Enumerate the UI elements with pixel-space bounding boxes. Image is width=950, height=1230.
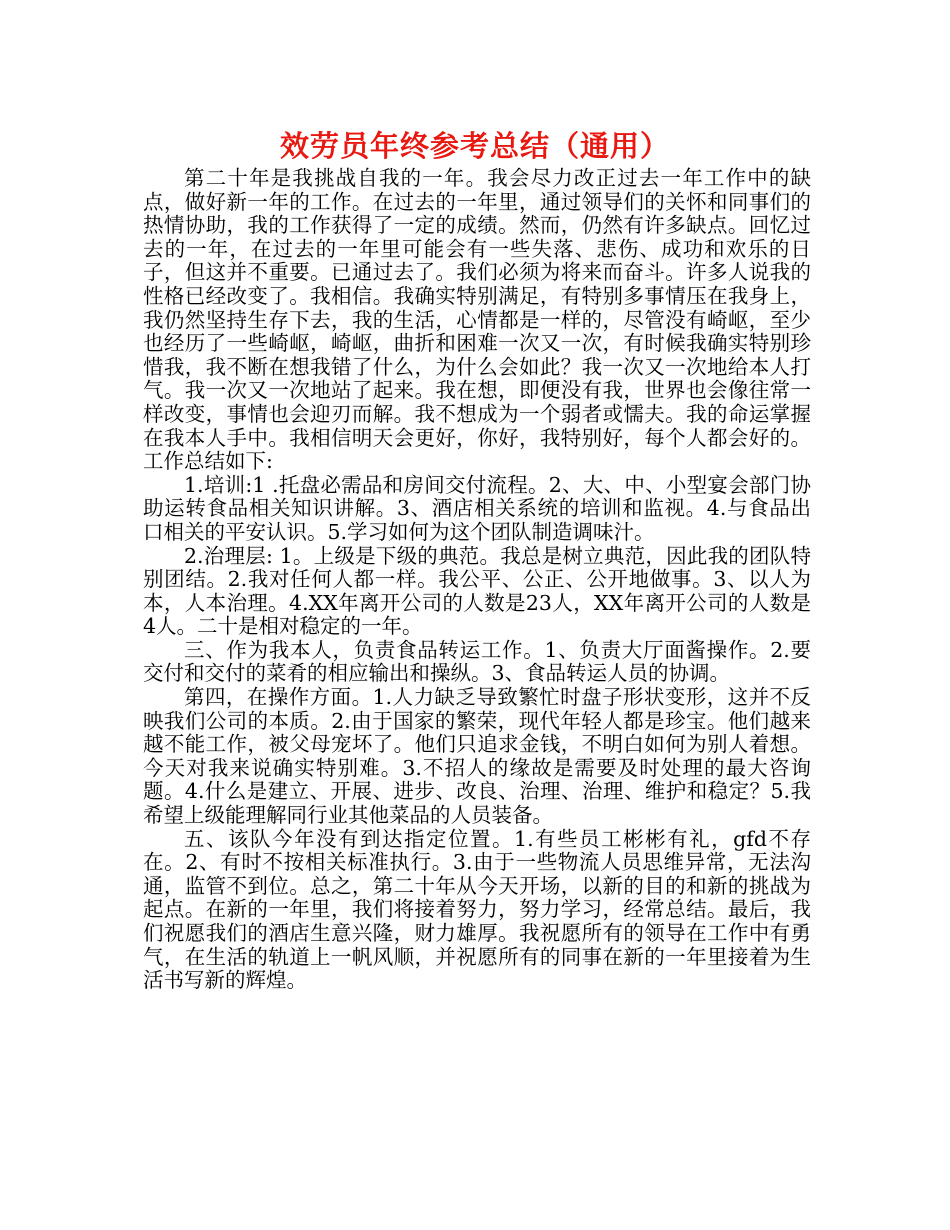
document-title: 效劳员年终参考总结（通用） [279,129,670,163]
paragraph-conclusion: 五、该队今年没有到达指定位置。1.有些员工彬彬有礼，gfd不存在。2、有时不按相关标准执行。3.由于一些物流人员思维异常，无法沟通，监管不到位。总之，第二十年从今天开场，以新的目的和新的挑战为起点。在新的一年里，我们将接着努力，努力学习，经常总结。最后，我们祝愿我们的酒店生意兴隆，财力雄厚。我祝愿所有的领导在工作中有勇气，在生活的轨道上一帆风顺，并祝愿所有的同事在新的一年里接着为生活书写新的辉煌。 [143,826,811,993]
paragraph-training: 1.培训:1 .托盘必需品和房间交付流程。2、大、中、小型宴会部门协助运转食品相关知识讲解。3、酒店相关系统的培训和监视。4.与食品出口相关的平安认识。5.学习如何为这个团队制造调味汁。 [143,472,811,544]
paragraph-food-transfer: 三、作为我本人，负责食品转运工作。1、负责大厅面酱操作。2.要交付和交付的菜肴的相应输出和操纵。3、食品转运人员的协调。 [143,637,811,686]
paragraph-intro: 第二十年是我挑战自我的一年。我会尽力改正过去一年工作中的缺点，做好新一年的工作。在过去的一年里，通过领导们的关怀和同事们的热情协助，我的工作获得了一定的成绩。然而，仍然有许多缺点。回忆过去的一年，在过去的一年里可能会有一些失落、悲伤、成功和欢乐的日子，但这并不重要。已通过去了。我们必须为将来而奋斗。许多人说我的性格已经改变了。我相信。我确实特别满足，有特别多事情压在我身上，我仍然坚持生存下去，我的生活，心情都是一样的，尽管没有崎岖，至少也经历了一些崎岖，崎岖，曲折和困难一次又一次，有时候我确实特别珍惜我，我不断在想我错了什么，为什么会如此？我一次又一次地给本人打气。我一次又一次地站了起来。我在想，即便没有我，世界也会像往常一样改变，事情也会迎刃而解。我不想成为一个弱者或懦夫。我的命运掌握在我本人手中。我相信明天会更好，你好，我特别好，每个人都会好的。工作总结如下: [143,166,811,474]
document-body [143,167,811,993]
paragraph-operations: 第四，在操作方面。1.人力缺乏导致繁忙时盘子形状变形，这并不反映我们公司的本质。2.由于国家的繁荣，现代年轻人都是珍宝。他们越来越不能工作，被父母宠坏了。他们只追求金钱，不明白如何为别人着想。今天对我来说确实特别难。3.不招人的缘故是需要及时处理的最大咨询题。4.什么是建立、开展、进步、改良、治理、治理、维护和稳定？5.我希望上级能理解同行业其他菜品的人员装备。 [143,685,811,828]
paragraph-management: 2.治理层: 1。上级是下级的典范。我总是树立典范，因此我的团队特别团结。2.我对任何人都一样。我公平、公正、公开地做事。3、以人为本，人本治理。4.XX年离开公司的人数是23人，XX年离开公司的人数是4人。二十是相对稳定的一年。 [143,543,811,639]
